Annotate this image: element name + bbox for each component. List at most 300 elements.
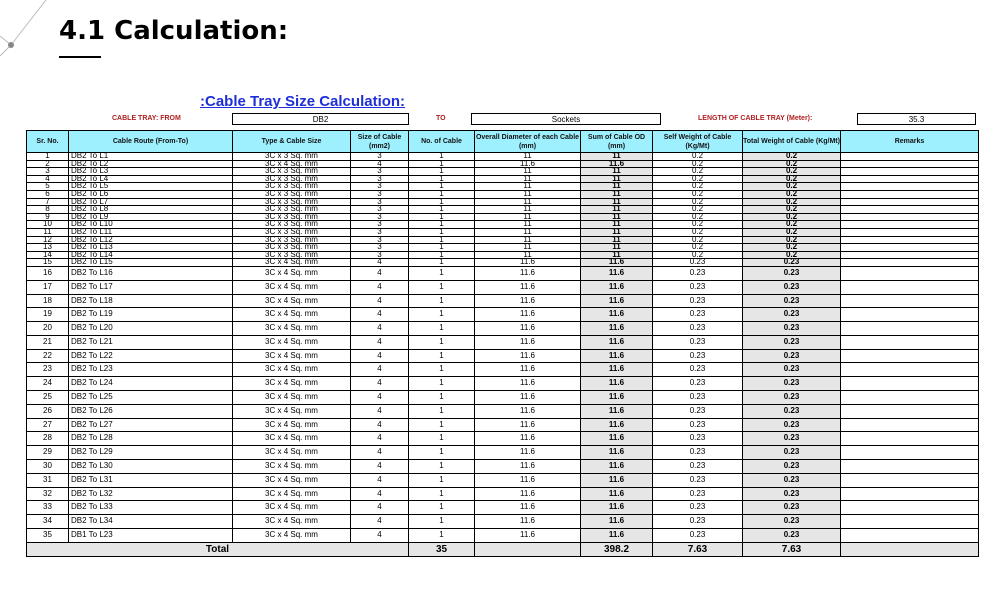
cell-remarks xyxy=(841,363,979,377)
cell-self-weight: 0.23 xyxy=(653,487,743,501)
cell-sum-od: 11 xyxy=(581,221,653,229)
cell-sum-od: 11 xyxy=(581,251,653,259)
header-overall-diameter: Overall Diameter of each Cable (mm) xyxy=(475,131,581,153)
cell-self-weight: 0.23 xyxy=(653,322,743,336)
cell-self-weight: 0.23 xyxy=(653,404,743,418)
cell-remarks xyxy=(841,153,979,161)
cell-remarks xyxy=(841,460,979,474)
cell-remarks xyxy=(841,349,979,363)
cell-total-weight: 0.2 xyxy=(743,251,841,259)
cell-remarks xyxy=(841,446,979,460)
cell-size-mm2: 4 xyxy=(351,322,409,336)
cell-self-weight: 0.23 xyxy=(653,473,743,487)
cell-total-weight: 0.23 xyxy=(743,487,841,501)
cell-size-mm2: 4 xyxy=(351,529,409,543)
cell-remarks xyxy=(841,308,979,322)
cell-sr-no: 13 xyxy=(27,244,69,252)
cell-overall-diameter: 11.6 xyxy=(475,501,581,515)
cell-no-of-cable: 1 xyxy=(409,251,475,259)
cell-sr-no: 29 xyxy=(27,446,69,460)
cell-type-size: 3C x 3 Sq. mm xyxy=(233,236,351,244)
total-self-weight: 7.63 xyxy=(653,542,743,556)
cell-cable-route: DB2 To L6 xyxy=(69,190,233,198)
cell-sr-no: 18 xyxy=(27,294,69,308)
cell-self-weight: 0.2 xyxy=(653,168,743,176)
cell-cable-route: DB2 To L34 xyxy=(69,515,233,529)
cell-sr-no: 2 xyxy=(27,160,69,168)
cell-sr-no: 12 xyxy=(27,236,69,244)
cell-sum-od: 11.6 xyxy=(581,308,653,322)
cell-type-size: 3C x 3 Sq. mm xyxy=(233,198,351,206)
cell-sum-od: 11.6 xyxy=(581,391,653,405)
cell-cable-route: DB2 To L4 xyxy=(69,175,233,183)
cell-sum-od: 11 xyxy=(581,168,653,176)
cell-total-weight: 0.23 xyxy=(743,377,841,391)
cell-type-size: 3C x 3 Sq. mm xyxy=(233,175,351,183)
cell-total-weight: 0.23 xyxy=(743,259,841,267)
cell-sr-no: 7 xyxy=(27,198,69,206)
cell-no-of-cable: 1 xyxy=(409,206,475,214)
cell-type-size: 3C x 3 Sq. mm xyxy=(233,213,351,221)
cell-total-weight: 0.2 xyxy=(743,244,841,252)
cell-overall-diameter: 11 xyxy=(475,198,581,206)
cell-cable-route: DB2 To L3 xyxy=(69,168,233,176)
cell-sr-no: 1 xyxy=(27,153,69,161)
cell-no-of-cable: 1 xyxy=(409,322,475,336)
sheet-title: :Cable Tray Size Calculation: xyxy=(200,93,406,110)
cell-remarks xyxy=(841,404,979,418)
cell-overall-diameter: 11 xyxy=(475,251,581,259)
cell-total-weight: 0.23 xyxy=(743,432,841,446)
cell-self-weight: 0.23 xyxy=(653,515,743,529)
cell-sum-od: 11.6 xyxy=(581,335,653,349)
to-label: TO xyxy=(436,115,446,122)
header-no-of-cable: No. of Cable xyxy=(409,131,475,153)
corner-decoration xyxy=(0,0,48,60)
table-row xyxy=(27,432,979,446)
table-row xyxy=(27,418,979,432)
cell-type-size: 3C x 4 Sq. mm xyxy=(233,363,351,377)
cell-type-size: 3C x 4 Sq. mm xyxy=(233,418,351,432)
cell-total-weight: 0.2 xyxy=(743,236,841,244)
total-row xyxy=(27,542,979,556)
table-row xyxy=(27,266,979,280)
cell-type-size: 3C x 4 Sq. mm xyxy=(233,266,351,280)
cell-sum-od: 11.6 xyxy=(581,418,653,432)
cell-sr-no: 19 xyxy=(27,308,69,322)
header-self-weight: Self Weight of Cable (Kg/Mt) xyxy=(653,131,743,153)
cell-remarks xyxy=(841,213,979,221)
cell-overall-diameter: 11 xyxy=(475,236,581,244)
cell-overall-diameter: 11.6 xyxy=(475,322,581,336)
cell-type-size: 3C x 3 Sq. mm xyxy=(233,251,351,259)
table-row xyxy=(27,501,979,515)
table-row xyxy=(27,349,979,363)
cell-type-size: 3C x 3 Sq. mm xyxy=(233,228,351,236)
cell-total-weight: 0.23 xyxy=(743,294,841,308)
cell-size-mm2: 4 xyxy=(351,280,409,294)
cell-no-of-cable: 1 xyxy=(409,228,475,236)
cell-self-weight: 0.23 xyxy=(653,432,743,446)
cell-size-mm2: 4 xyxy=(351,335,409,349)
cell-total-weight: 0.23 xyxy=(743,446,841,460)
cell-remarks xyxy=(841,473,979,487)
total-cables: 35 xyxy=(409,542,475,556)
cell-remarks xyxy=(841,228,979,236)
cell-remarks xyxy=(841,175,979,183)
cell-self-weight: 0.23 xyxy=(653,349,743,363)
cell-remarks xyxy=(841,501,979,515)
cell-cable-route: DB2 To L13 xyxy=(69,244,233,252)
cell-cable-route: DB2 To L29 xyxy=(69,446,233,460)
cell-sum-od: 11 xyxy=(581,183,653,191)
cell-size-mm2: 4 xyxy=(351,473,409,487)
cell-self-weight: 0.23 xyxy=(653,363,743,377)
cell-sr-no: 8 xyxy=(27,206,69,214)
cell-size-mm2: 4 xyxy=(351,460,409,474)
cell-size-mm2: 3 xyxy=(351,190,409,198)
cell-no-of-cable: 1 xyxy=(409,244,475,252)
cell-type-size: 3C x 4 Sq. mm xyxy=(233,404,351,418)
cell-overall-diameter: 11.6 xyxy=(475,349,581,363)
table-row xyxy=(27,308,979,322)
cell-sr-no: 35 xyxy=(27,529,69,543)
cell-cable-route: DB2 To L27 xyxy=(69,418,233,432)
cell-sr-no: 20 xyxy=(27,322,69,336)
cell-cable-route: DB2 To L21 xyxy=(69,335,233,349)
cell-self-weight: 0.23 xyxy=(653,529,743,543)
cell-sum-od: 11 xyxy=(581,236,653,244)
cell-sr-no: 32 xyxy=(27,487,69,501)
cell-size-mm2: 4 xyxy=(351,160,409,168)
cell-no-of-cable: 1 xyxy=(409,391,475,405)
cell-sum-od: 11.6 xyxy=(581,266,653,280)
cell-cable-route: DB2 To L24 xyxy=(69,377,233,391)
table-row xyxy=(27,221,979,229)
cell-no-of-cable: 1 xyxy=(409,404,475,418)
cell-total-weight: 0.2 xyxy=(743,175,841,183)
table-row xyxy=(27,377,979,391)
length-label: LENGTH OF CABLE TRAY (Meter): xyxy=(698,115,813,122)
cell-no-of-cable: 1 xyxy=(409,501,475,515)
cell-remarks xyxy=(841,432,979,446)
table-row xyxy=(27,322,979,336)
cell-sr-no: 4 xyxy=(27,175,69,183)
cell-self-weight: 0.23 xyxy=(653,266,743,280)
cell-self-weight: 0.2 xyxy=(653,190,743,198)
cell-remarks xyxy=(841,418,979,432)
cell-cable-route: DB2 To L10 xyxy=(69,221,233,229)
cell-cable-route: DB2 To L17 xyxy=(69,280,233,294)
table-row xyxy=(27,515,979,529)
header-total-weight: Total Weight of Cable (Kg/Mt) xyxy=(743,131,841,153)
cell-cable-route: DB2 To L8 xyxy=(69,206,233,214)
cell-total-weight: 0.2 xyxy=(743,198,841,206)
cell-type-size: 3C x 3 Sq. mm xyxy=(233,183,351,191)
cell-overall-diameter: 11 xyxy=(475,190,581,198)
cell-size-mm2: 3 xyxy=(351,206,409,214)
cell-no-of-cable: 1 xyxy=(409,280,475,294)
cell-self-weight: 0.23 xyxy=(653,377,743,391)
cell-sr-no: 26 xyxy=(27,404,69,418)
cell-cable-route: DB2 To L18 xyxy=(69,294,233,308)
table-row xyxy=(27,280,979,294)
cell-total-weight: 0.23 xyxy=(743,529,841,543)
cell-type-size: 3C x 3 Sq. mm xyxy=(233,206,351,214)
cell-remarks xyxy=(841,183,979,191)
cell-self-weight: 0.2 xyxy=(653,251,743,259)
cell-sr-no: 6 xyxy=(27,190,69,198)
cell-self-weight: 0.23 xyxy=(653,501,743,515)
header-sum-od: Sum of Cable OD (mm) xyxy=(581,131,653,153)
cable-tray-table xyxy=(26,130,979,557)
cell-sr-no: 24 xyxy=(27,377,69,391)
cell-no-of-cable: 1 xyxy=(409,294,475,308)
cell-self-weight: 0.23 xyxy=(653,294,743,308)
header-type-size: Type & Cable Size xyxy=(233,131,351,153)
cell-sum-od: 11.6 xyxy=(581,294,653,308)
cell-overall-diameter: 11.6 xyxy=(475,404,581,418)
cell-cable-route: DB2 To L9 xyxy=(69,213,233,221)
cell-sum-od: 11.6 xyxy=(581,363,653,377)
cell-no-of-cable: 1 xyxy=(409,190,475,198)
table-row xyxy=(27,529,979,543)
table-row xyxy=(27,460,979,474)
table-row xyxy=(27,160,979,168)
to-value-box: Sockets xyxy=(471,113,661,125)
cell-sum-od: 11.6 xyxy=(581,515,653,529)
cell-cable-route: DB2 To L12 xyxy=(69,236,233,244)
cell-self-weight: 0.2 xyxy=(653,221,743,229)
cell-no-of-cable: 1 xyxy=(409,446,475,460)
total-weight: 7.63 xyxy=(743,542,841,556)
table-row xyxy=(27,363,979,377)
cell-sr-no: 31 xyxy=(27,473,69,487)
cell-type-size: 3C x 4 Sq. mm xyxy=(233,446,351,460)
cell-overall-diameter: 11.6 xyxy=(475,377,581,391)
cell-size-mm2: 4 xyxy=(351,363,409,377)
cell-overall-diameter: 11.6 xyxy=(475,460,581,474)
cell-cable-route: DB2 To L26 xyxy=(69,404,233,418)
cell-type-size: 3C x 3 Sq. mm xyxy=(233,153,351,161)
cell-no-of-cable: 1 xyxy=(409,175,475,183)
cell-self-weight: 0.23 xyxy=(653,418,743,432)
cell-overall-diameter: 11.6 xyxy=(475,515,581,529)
cell-no-of-cable: 1 xyxy=(409,335,475,349)
cell-sr-no: 9 xyxy=(27,213,69,221)
cell-cable-route: DB2 To L5 xyxy=(69,183,233,191)
cell-size-mm2: 4 xyxy=(351,404,409,418)
cell-sum-od: 11.6 xyxy=(581,432,653,446)
cell-type-size: 3C x 4 Sq. mm xyxy=(233,259,351,267)
table-row xyxy=(27,446,979,460)
heading-underline xyxy=(59,56,101,58)
cell-cable-route: DB2 To L22 xyxy=(69,349,233,363)
table-row xyxy=(27,244,979,252)
cell-remarks xyxy=(841,198,979,206)
header-sr-no: Sr. No. xyxy=(27,131,69,153)
cell-cable-route: DB2 To L30 xyxy=(69,460,233,474)
cell-sr-no: 5 xyxy=(27,183,69,191)
cell-overall-diameter: 11.6 xyxy=(475,308,581,322)
cell-total-weight: 0.23 xyxy=(743,322,841,336)
cell-size-mm2: 4 xyxy=(351,515,409,529)
cell-no-of-cable: 1 xyxy=(409,432,475,446)
cell-remarks xyxy=(841,266,979,280)
cell-self-weight: 0.2 xyxy=(653,236,743,244)
cell-overall-diameter: 11 xyxy=(475,183,581,191)
cell-sr-no: 34 xyxy=(27,515,69,529)
cell-size-mm2: 4 xyxy=(351,308,409,322)
cell-overall-diameter: 11.6 xyxy=(475,418,581,432)
cell-remarks xyxy=(841,280,979,294)
total-label: Total xyxy=(27,542,409,556)
table-row xyxy=(27,198,979,206)
cell-self-weight: 0.2 xyxy=(653,244,743,252)
cell-sr-no: 17 xyxy=(27,280,69,294)
cell-overall-diameter: 11.6 xyxy=(475,432,581,446)
cell-overall-diameter: 11.6 xyxy=(475,280,581,294)
cell-remarks xyxy=(841,190,979,198)
cell-remarks xyxy=(841,251,979,259)
header-row xyxy=(27,131,979,153)
cell-type-size: 3C x 4 Sq. mm xyxy=(233,308,351,322)
cell-sum-od: 11.6 xyxy=(581,487,653,501)
cell-remarks xyxy=(841,335,979,349)
cell-sr-no: 14 xyxy=(27,251,69,259)
cell-size-mm2: 4 xyxy=(351,432,409,446)
cell-type-size: 3C x 4 Sq. mm xyxy=(233,473,351,487)
cell-size-mm2: 3 xyxy=(351,168,409,176)
table-row xyxy=(27,168,979,176)
table-row xyxy=(27,473,979,487)
cell-total-weight: 0.2 xyxy=(743,213,841,221)
cell-overall-diameter: 11.6 xyxy=(475,259,581,267)
cell-total-weight: 0.23 xyxy=(743,515,841,529)
cell-sum-od: 11 xyxy=(581,228,653,236)
cell-size-mm2: 4 xyxy=(351,418,409,432)
cell-remarks xyxy=(841,244,979,252)
header-cable-route: Cable Route (From-To) xyxy=(69,131,233,153)
table-row xyxy=(27,487,979,501)
cell-cable-route: DB1 To L23 xyxy=(69,529,233,543)
cell-cable-route: DB2 To L16 xyxy=(69,266,233,280)
cell-no-of-cable: 1 xyxy=(409,221,475,229)
cell-type-size: 3C x 4 Sq. mm xyxy=(233,280,351,294)
table-row xyxy=(27,190,979,198)
cell-total-weight: 0.2 xyxy=(743,190,841,198)
cell-sum-od: 11.6 xyxy=(581,460,653,474)
cell-remarks xyxy=(841,259,979,267)
cell-cable-route: DB2 To L11 xyxy=(69,228,233,236)
cell-sum-od: 11 xyxy=(581,198,653,206)
table-row xyxy=(27,228,979,236)
cell-overall-diameter: 11.6 xyxy=(475,335,581,349)
cell-cable-route: DB2 To L14 xyxy=(69,251,233,259)
cell-sum-od: 11.6 xyxy=(581,529,653,543)
cell-size-mm2: 3 xyxy=(351,236,409,244)
cell-total-weight: 0.23 xyxy=(743,363,841,377)
table-row xyxy=(27,236,979,244)
table-row xyxy=(27,251,979,259)
cell-sr-no: 11 xyxy=(27,228,69,236)
cell-total-weight: 0.2 xyxy=(743,228,841,236)
cell-sr-no: 28 xyxy=(27,432,69,446)
cell-type-size: 3C x 4 Sq. mm xyxy=(233,460,351,474)
cell-size-mm2: 3 xyxy=(351,221,409,229)
cell-no-of-cable: 1 xyxy=(409,363,475,377)
cell-overall-diameter: 11.6 xyxy=(475,363,581,377)
table-row xyxy=(27,183,979,191)
cell-sr-no: 10 xyxy=(27,221,69,229)
cell-sum-od: 11 xyxy=(581,175,653,183)
cell-cable-route: DB2 To L31 xyxy=(69,473,233,487)
cell-remarks xyxy=(841,236,979,244)
cell-sum-od: 11 xyxy=(581,206,653,214)
cell-size-mm2: 4 xyxy=(351,487,409,501)
cell-self-weight: 0.2 xyxy=(653,160,743,168)
cell-remarks xyxy=(841,322,979,336)
cell-remarks xyxy=(841,168,979,176)
cell-total-weight: 0.2 xyxy=(743,153,841,161)
cell-no-of-cable: 1 xyxy=(409,236,475,244)
cell-no-of-cable: 1 xyxy=(409,418,475,432)
cell-overall-diameter: 11.6 xyxy=(475,266,581,280)
page-heading: 4.1 Calculation: xyxy=(59,16,289,46)
cell-sr-no: 33 xyxy=(27,501,69,515)
cell-sr-no: 23 xyxy=(27,363,69,377)
cell-remarks xyxy=(841,515,979,529)
cell-size-mm2: 4 xyxy=(351,266,409,280)
cell-size-mm2: 4 xyxy=(351,377,409,391)
cell-sr-no: 16 xyxy=(27,266,69,280)
cell-self-weight: 0.23 xyxy=(653,259,743,267)
total-sum-od: 398.2 xyxy=(581,542,653,556)
cell-self-weight: 0.2 xyxy=(653,175,743,183)
cell-total-weight: 0.23 xyxy=(743,418,841,432)
cell-overall-diameter: 11 xyxy=(475,175,581,183)
cell-size-mm2: 4 xyxy=(351,446,409,460)
cell-cable-route: DB2 To L28 xyxy=(69,432,233,446)
cell-type-size: 3C x 4 Sq. mm xyxy=(233,349,351,363)
cell-type-size: 3C x 4 Sq. mm xyxy=(233,529,351,543)
cell-sum-od: 11.6 xyxy=(581,446,653,460)
cell-size-mm2: 4 xyxy=(351,259,409,267)
length-value-box: 35.3 xyxy=(857,113,976,125)
cell-cable-route: DB2 To L20 xyxy=(69,322,233,336)
cell-sum-od: 11.6 xyxy=(581,404,653,418)
cell-total-weight: 0.2 xyxy=(743,206,841,214)
cell-self-weight: 0.23 xyxy=(653,335,743,349)
cell-remarks xyxy=(841,487,979,501)
from-label: CABLE TRAY: FROM xyxy=(112,115,181,122)
cell-sr-no: 3 xyxy=(27,168,69,176)
cell-remarks xyxy=(841,529,979,543)
cell-sum-od: 11.6 xyxy=(581,160,653,168)
from-value-box: DB2 xyxy=(232,113,409,125)
cell-total-weight: 0.23 xyxy=(743,308,841,322)
cell-self-weight: 0.2 xyxy=(653,153,743,161)
cell-overall-diameter: 11 xyxy=(475,206,581,214)
table-row xyxy=(27,175,979,183)
cell-sum-od: 11.6 xyxy=(581,259,653,267)
cell-overall-diameter: 11.6 xyxy=(475,391,581,405)
cell-cable-route: DB2 To L23 xyxy=(69,363,233,377)
cell-size-mm2: 3 xyxy=(351,251,409,259)
cell-overall-diameter: 11.6 xyxy=(475,473,581,487)
cell-overall-diameter: 11 xyxy=(475,244,581,252)
cell-type-size: 3C x 3 Sq. mm xyxy=(233,221,351,229)
